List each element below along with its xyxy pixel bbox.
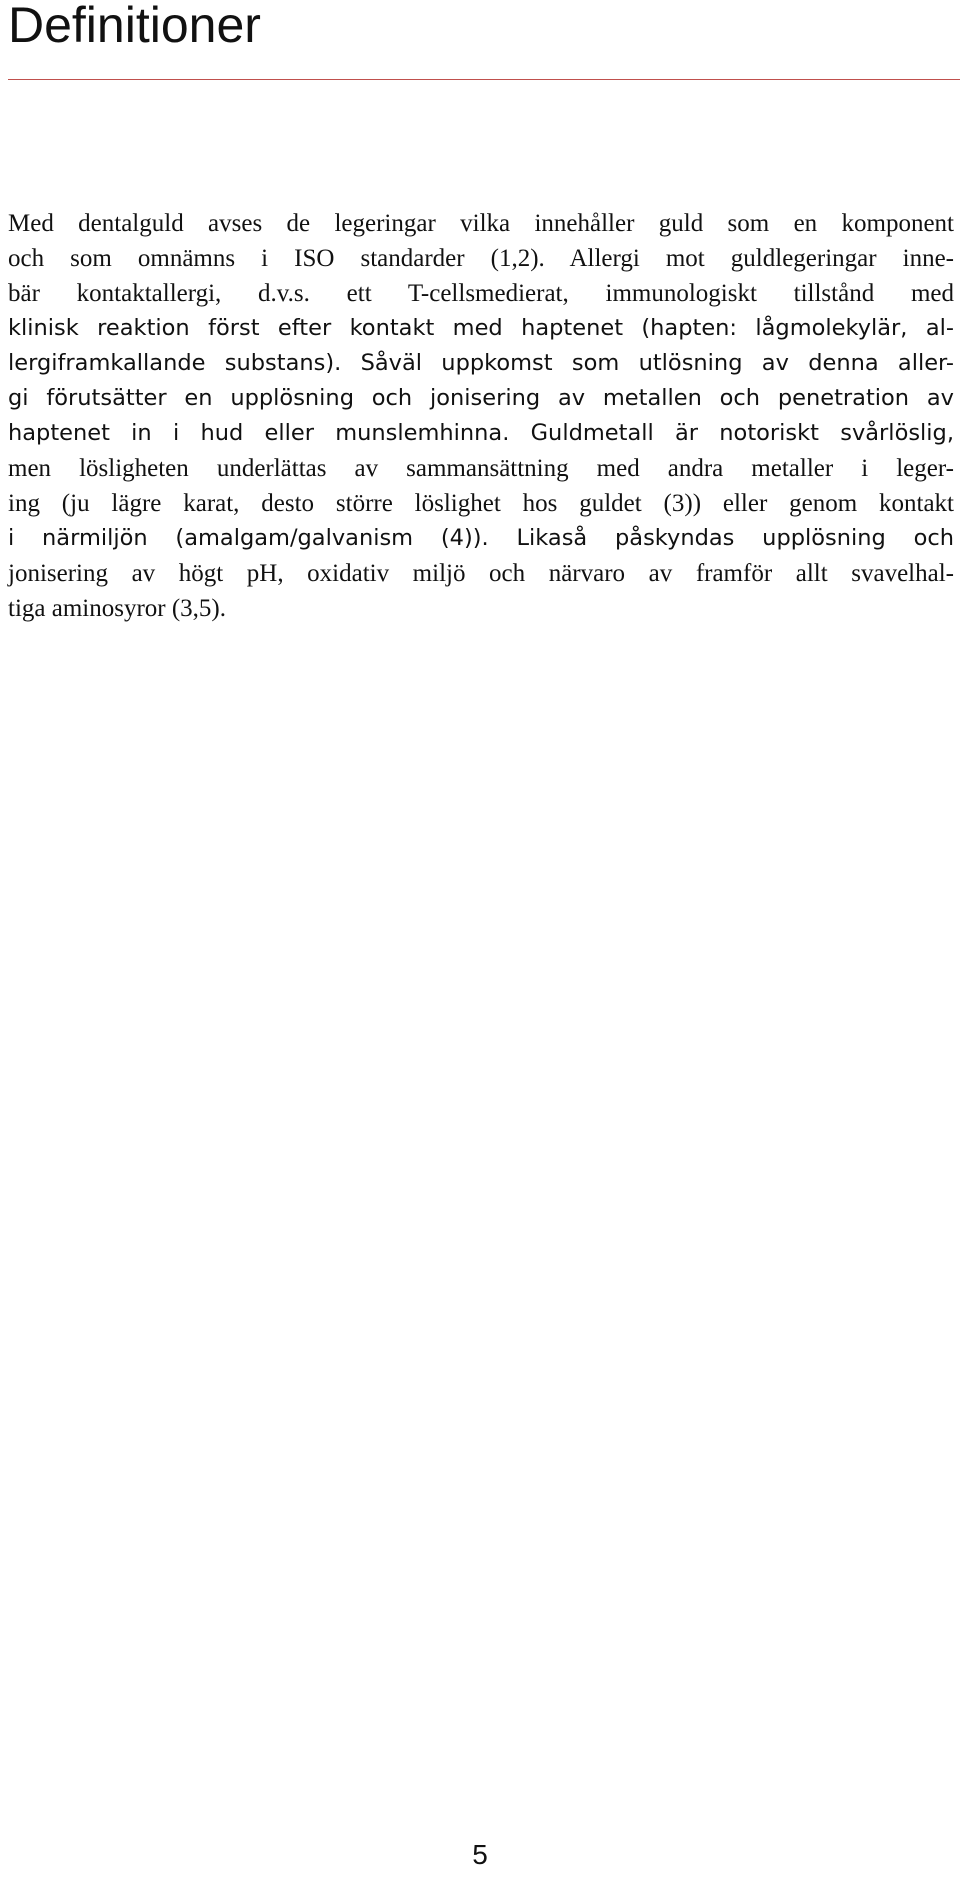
body-paragraph xyxy=(8,206,954,626)
paragraph-line: jonisering av högt pH, oxidativ miljö och närvaro av framför allt svavelhal- xyxy=(8,560,954,587)
paragraph-line: i närmiljön (amalgam/galvanism (4)). Likaså påskyndas upplösning och xyxy=(8,525,954,551)
paragraph-line: ing (ju lägre karat, desto större löslighet hos guldet (3)) eller genom kontakt xyxy=(8,490,954,517)
paragraph-line: bär kontaktallergi, d.v.s. ett T-cellsmedierat, immunologiskt tillstånd med xyxy=(8,280,954,307)
page-number: 5 xyxy=(472,1839,488,1870)
paragraph-line: tiga aminosyror (3,5). xyxy=(8,595,227,622)
title-divider xyxy=(8,79,960,80)
paragraph-line: Med dentalguld avses de legeringar vilka innehåller guld som en komponent xyxy=(8,210,954,237)
paragraph-line: haptenet in i hud eller munslemhinna. Guldmetall är notoriskt svårlöslig, xyxy=(8,420,954,446)
page-title: Definitioner xyxy=(8,0,261,53)
paragraph-line: men lösligheten underlättas av sammansättning med andra metaller i leger- xyxy=(8,455,954,482)
paragraph-line: och som omnämns i ISO standarder (1,2). Allergi mot guldlegeringar inne- xyxy=(8,245,954,272)
paragraph-line: gi förutsätter en upplösning och jonisering av metallen och penetration av xyxy=(8,385,954,411)
paragraph-line: klinisk reaktion först efter kontakt med haptenet (hapten: lågmolekylär, al- xyxy=(8,315,954,341)
paragraph-line: lergiframkallande substans). Såväl uppkomst som utlösning av denna aller- xyxy=(8,350,954,376)
